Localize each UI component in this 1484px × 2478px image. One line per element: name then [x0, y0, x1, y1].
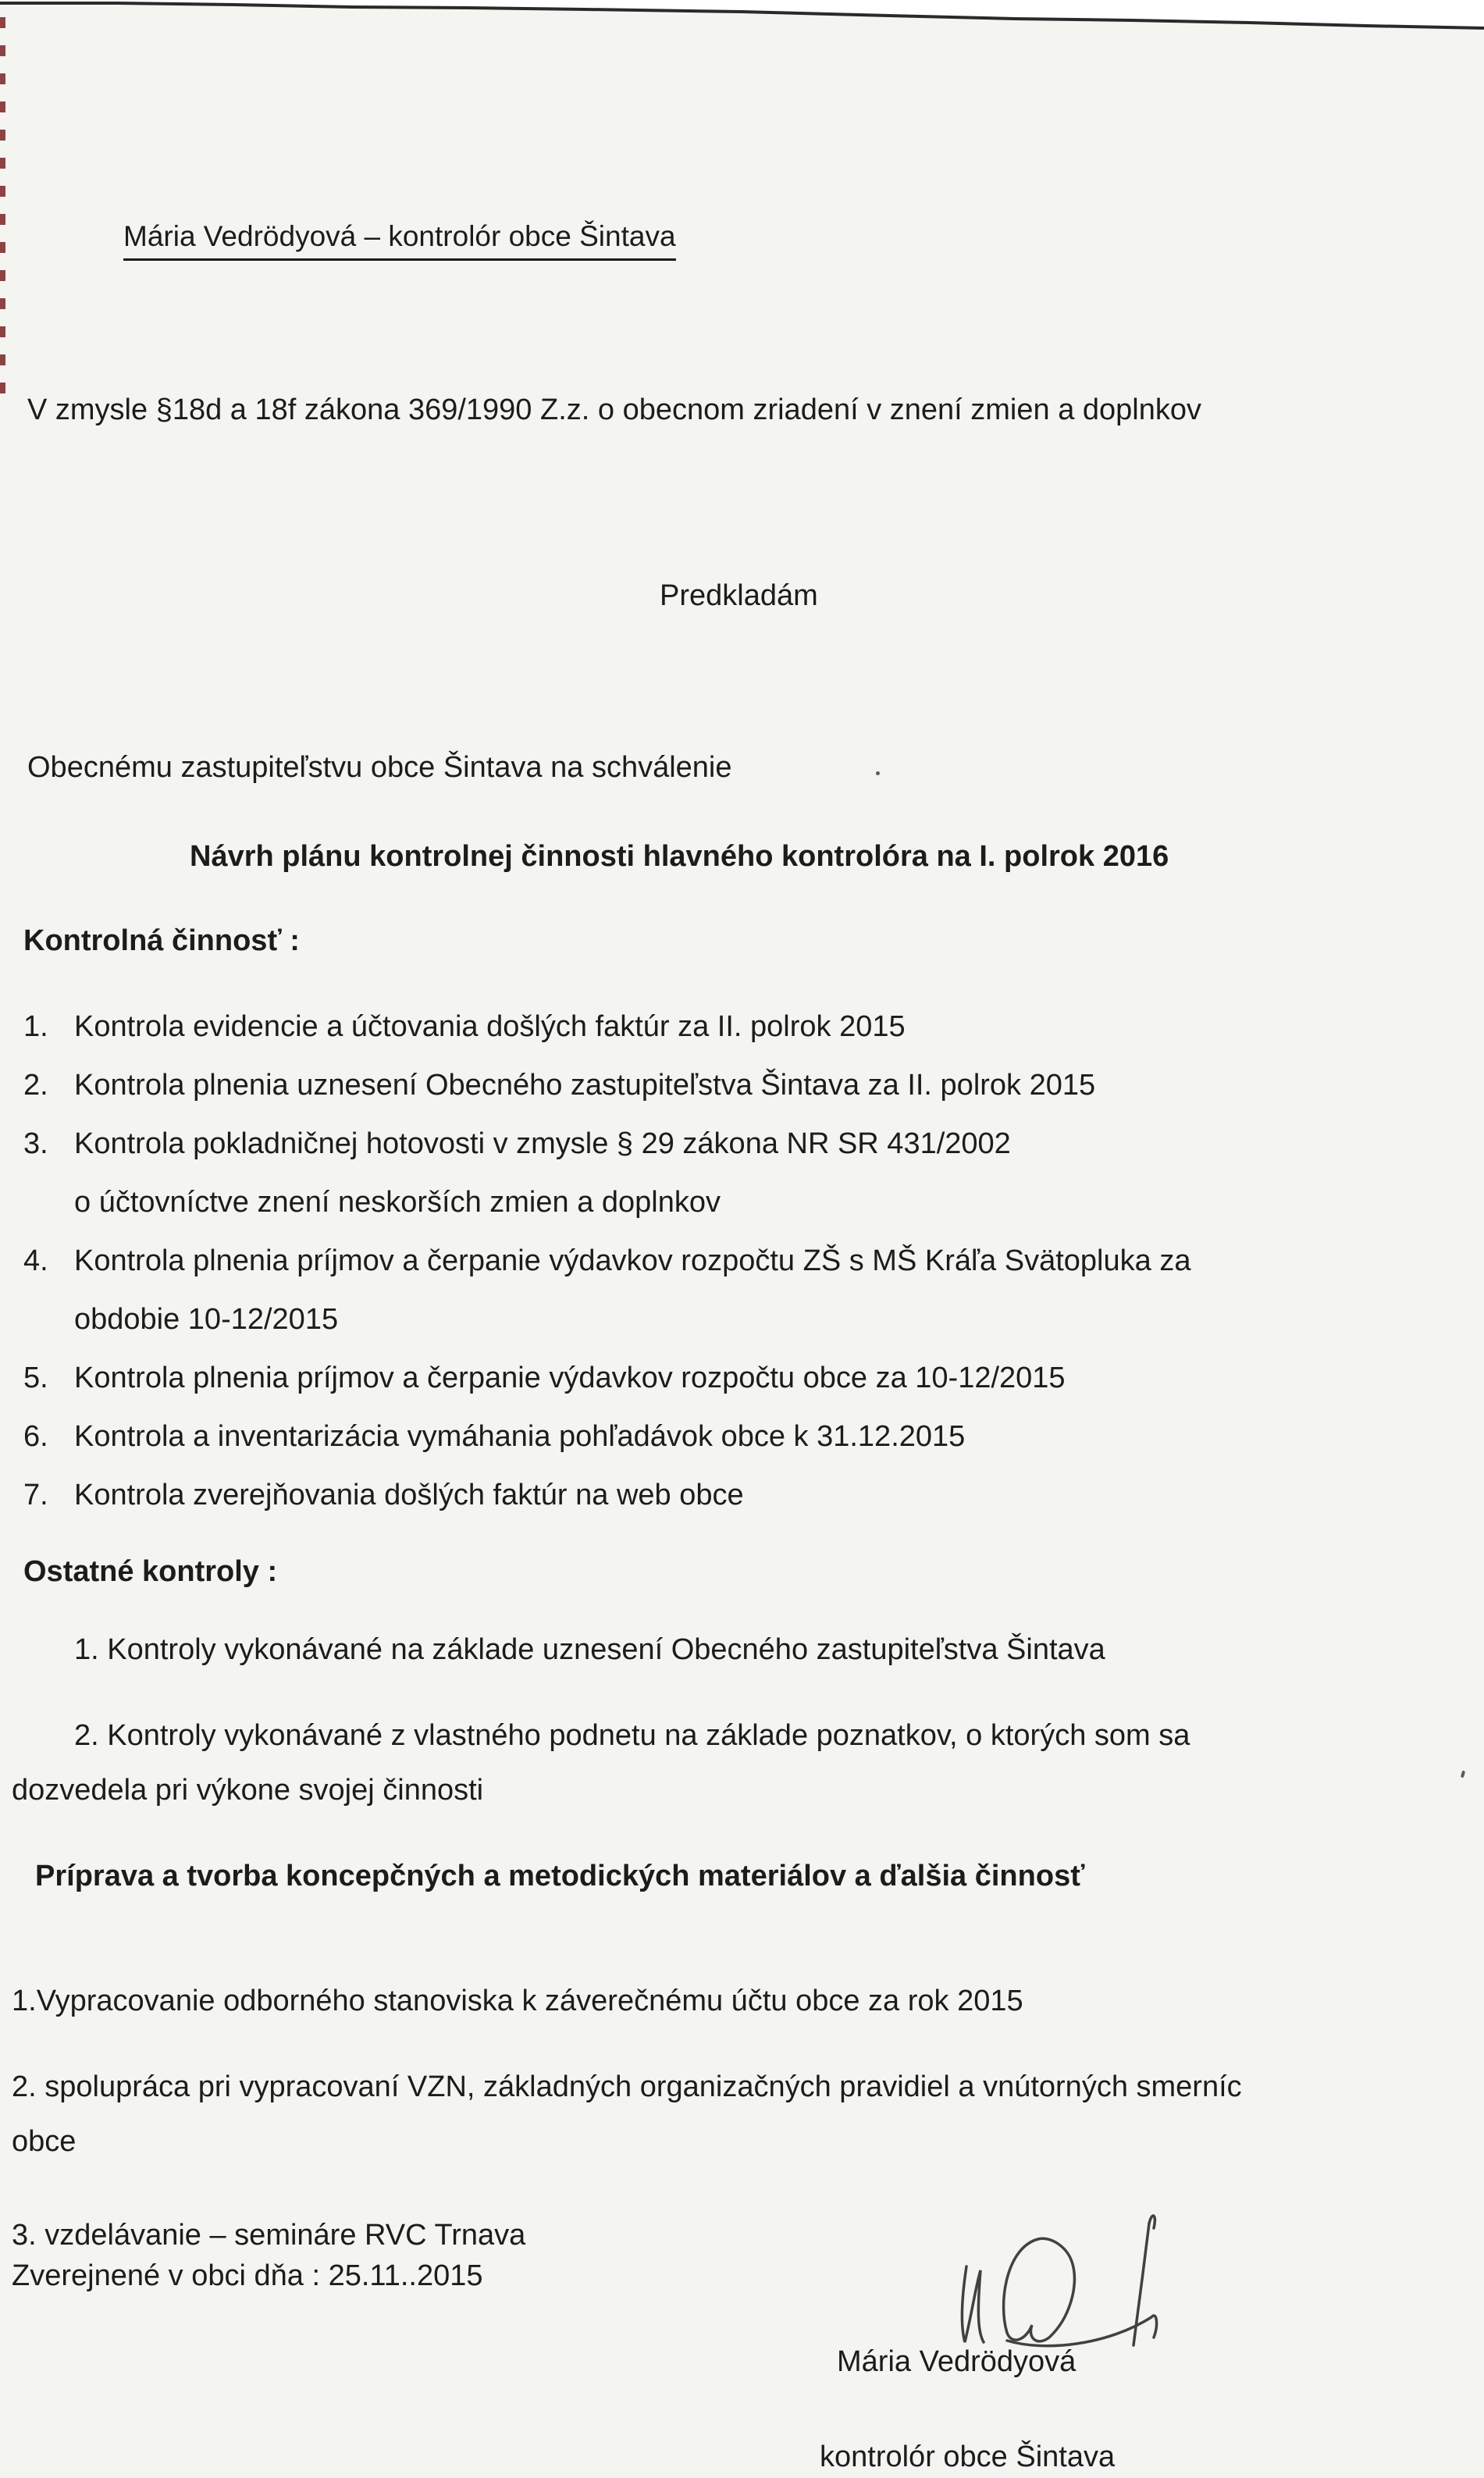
legal-basis-line: V zmysle §18d a 18f zákona 369/1990 Z.z. o obecnom zriadení v znení zmien a doplnkov: [27, 393, 1202, 426]
list-item: [23, 1349, 1460, 1408]
list-item: [23, 1232, 1460, 1349]
list-item: [12, 2060, 1242, 2169]
submission-word: Predkladám: [660, 579, 818, 612]
addressee-line: Obecnému zastupiteľstvu obce Šintava na schválenie: [27, 751, 732, 784]
scan-edge-artifact: [0, 0, 1484, 47]
section-other-controls-heading: Ostatné kontroly :: [23, 1555, 278, 1588]
list-item-text: 2. Kontroly vykonávané z vlastného podnetu na základe poznatkov, o ktorých som sa: [74, 1719, 1190, 1752]
list-item-text-continued: obce: [12, 2125, 77, 2158]
list-item-text: Kontrola a inventarizácia vymáhania pohľadávok obce k 31.12.2015: [74, 1420, 966, 1453]
section-preparation-heading: Príprava a tvorba koncepčných a metodických materiálov a ďalšia činnosť: [35, 1860, 1085, 1892]
signatory-role: kontrolór obce Šintava: [820, 2441, 1116, 2473]
list-item: [12, 1708, 1190, 1818]
published-date-line: Zverejnené v obci dňa : 25.11..2015: [12, 2259, 483, 2292]
signatory-name: Mária Vedrödyová: [837, 2345, 1077, 2378]
control-activity-list: [23, 998, 1460, 1525]
proposal-title: Návrh plánu kontrolnej činnosti hlavného kontrolóra na I. polrok 2016: [190, 840, 1169, 873]
list-item: 3. vzdelávanie – semináre RVC Trnava: [12, 2219, 526, 2252]
list-item-text: Kontrola plnenia príjmov a čerpanie výdavkov rozpočtu ZŠ s MŠ Kráľa Svätopluka za: [74, 1244, 1191, 1277]
list-item-text: 2. spolupráca pri vypracovaní VZN, základných organizačných pravidiel a vnútorných smerníc: [12, 2070, 1242, 2103]
scan-speck: [876, 771, 880, 775]
other-controls-list: [12, 1622, 1190, 1818]
list-item-text: Kontrola plnenia príjmov a čerpanie výdavkov rozpočtu obce za 10-12/2015: [74, 1362, 1066, 1394]
list-item-number: 2.: [23, 1069, 48, 1102]
list-item-text: Kontrola zverejňovania došlých faktúr na web obce: [74, 1479, 744, 1511]
list-item: [23, 998, 1460, 1056]
list-item: [23, 1466, 1460, 1525]
list-item-text-continued: o účtovníctve znení neskorších zmien a doplnkov: [74, 1186, 721, 1219]
handwritten-signature: [929, 2192, 1179, 2356]
list-item-text: Kontrola evidencie a účtovania došlých faktúr za II. polrok 2015: [74, 1010, 906, 1043]
list-item-number: 4.: [23, 1244, 48, 1277]
list-item-number: 6.: [23, 1420, 48, 1453]
scan-speck: [1461, 1771, 1465, 1778]
list-item-number: 1.: [23, 1010, 48, 1043]
list-item-text-continued: obdobie 10-12/2015: [74, 1303, 339, 1336]
list-item-text: Kontrola pokladničnej hotovosti v zmysle § 29 zákona NR SR 431/2002: [74, 1127, 1011, 1160]
list-item: [23, 1408, 1460, 1466]
list-item-text-continued: dozvedela pri výkone svojej činnosti: [12, 1774, 484, 1807]
list-item: [23, 1056, 1460, 1115]
list-item-text: Kontrola plnenia uznesení Obecného zastupiteľstva Šintava za II. polrok 2015: [74, 1069, 1096, 1102]
list-item-number: 7.: [23, 1479, 48, 1511]
document-author-title: Mária Vedrödyová – kontrolór obce Šintava: [123, 220, 676, 261]
list-item: 1.Vypracovanie odborného stanoviska k záverečnému účtu obce za rok 2015: [12, 1985, 1023, 2017]
list-item-number: 5.: [23, 1362, 48, 1394]
section-control-activity-heading: Kontrolná činnosť :: [23, 924, 300, 957]
scan-artifacts-left-edge: [0, 17, 5, 408]
list-item-number: 3.: [23, 1127, 48, 1160]
list-item: [23, 1115, 1460, 1232]
list-item: 1. Kontroly vykonávané na základe uznesení Obecného zastupiteľstva Šintava: [74, 1633, 1105, 1666]
